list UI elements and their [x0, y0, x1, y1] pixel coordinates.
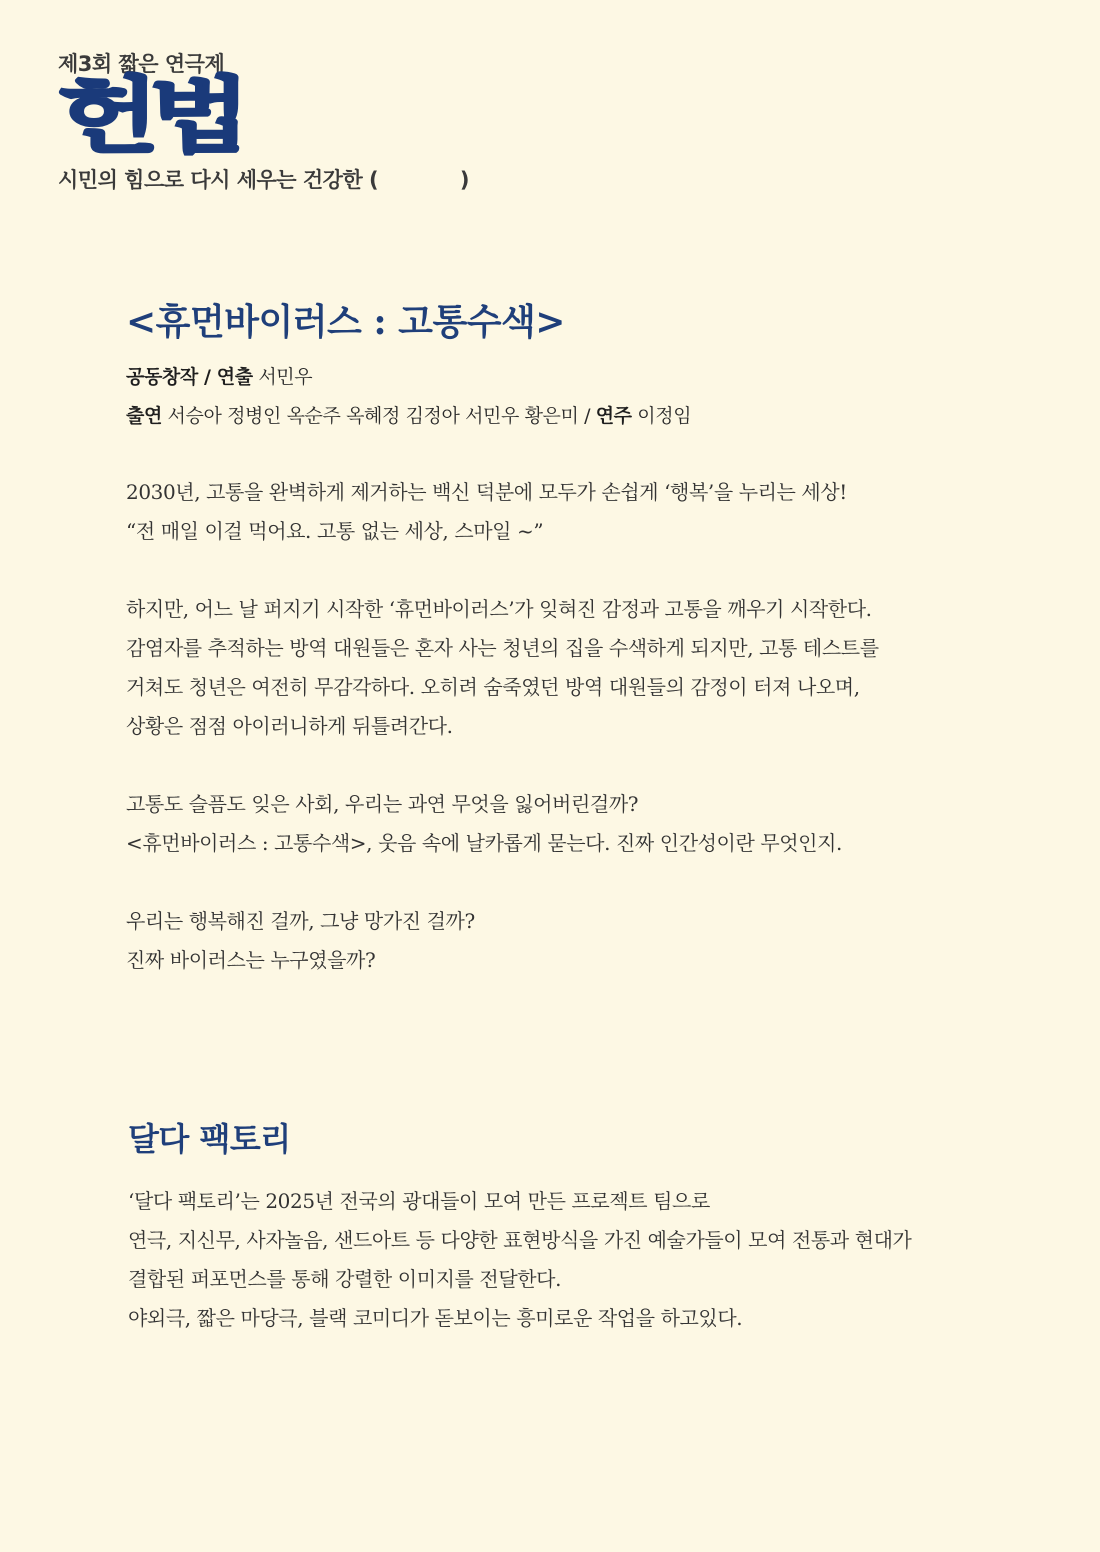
credit-cast-label: 출연 — [126, 405, 162, 427]
team-line: 야외극, 짧은 마당극, 블랙 코미디가 돋보이는 흥미로운 작업을 하고있다. — [128, 1306, 743, 1330]
team-line: 연극, 지신무, 사자놀음, 샌드아트 등 다양한 표현방식을 가진 예술가들이 모여 전통과 현대가 — [128, 1228, 912, 1252]
credit-cast-value: 서승아 정병인 옥순주 옥혜정 김정아 서민우 황은미 / — [161, 405, 596, 427]
synopsis-paragraph — [126, 902, 1026, 980]
synopsis-line: 하지만, 어느 날 퍼지기 시작한 ‘휴먼바이러스’가 잊혀진 감정과 고통을 깨우기 시작한다. — [126, 597, 872, 621]
credit-director-value: 서민우 — [252, 366, 313, 388]
credit-director-line — [126, 358, 1026, 397]
play-title: <휴먼바이러스 : 고통수색> — [126, 301, 565, 343]
synopsis-line: 2030년, 고통을 완벽하게 제거하는 백신 덕분에 모두가 손쉽게 ‘행복’을 누리는 세상! — [126, 480, 847, 504]
credit-music-value: 이정임 — [631, 405, 692, 427]
credit-director-label: 공동창작 / 연출 — [126, 366, 253, 388]
synopsis-line: 우리는 행복해진 걸까, 그냥 망가진 걸까? — [126, 909, 475, 933]
festival-header — [58, 50, 469, 194]
festival-edition: 제3회 짧은 연극제 — [58, 52, 225, 76]
team-section — [128, 1116, 1028, 1338]
synopsis-line: 거쳐도 청년은 여전히 무감각하다. 오히려 숨죽였던 방역 대원들의 감정이 터져 나오며, — [126, 675, 860, 699]
team-description — [128, 1182, 1028, 1338]
synopsis-line: 고통도 슬픔도 잊은 사회, 우리는 과연 무엇을 잃어버린걸까? — [126, 792, 639, 816]
team-line: 결합된 퍼포먼스를 통해 강렬한 이미지를 전달한다. — [128, 1267, 562, 1291]
play-synopsis — [126, 473, 1026, 980]
synopsis-paragraph — [126, 590, 1026, 746]
synopsis-paragraph — [126, 785, 1026, 863]
synopsis-line: <휴먼바이러스 : 고통수색>, 웃음 속에 날카롭게 묻는다. 진짜 인간성이란 무엇인지. — [126, 831, 842, 855]
credit-music-label: 연주 — [595, 405, 632, 427]
credit-cast-line — [126, 397, 1026, 436]
play-credits — [126, 358, 1026, 436]
synopsis-paragraph — [126, 473, 1026, 551]
team-title: 달다 팩토리 — [128, 1120, 291, 1158]
festival-tagline: 시민의 힘으로 다시 세우는 건강한 ( ) — [58, 168, 469, 192]
team-line: ‘달다 팩토리’는 2025년 전국의 광대들이 모여 만든 프로젝트 팀으로 — [128, 1189, 710, 1213]
synopsis-line: “전 매일 이걸 먹어요. 고통 없는 세상, 스마일 ~” — [126, 519, 544, 543]
festival-logo: 헌법 — [58, 69, 241, 164]
synopsis-line: 상황은 점점 아이러니하게 뒤틀려간다. — [126, 714, 453, 738]
play-section — [126, 298, 1026, 1019]
synopsis-line: 감염자를 추적하는 방역 대원들은 혼자 사는 청년의 집을 수색하게 되지만, 고통 테스트를 — [126, 636, 879, 660]
synopsis-line: 진짜 바이러스는 누구였을까? — [126, 948, 376, 972]
